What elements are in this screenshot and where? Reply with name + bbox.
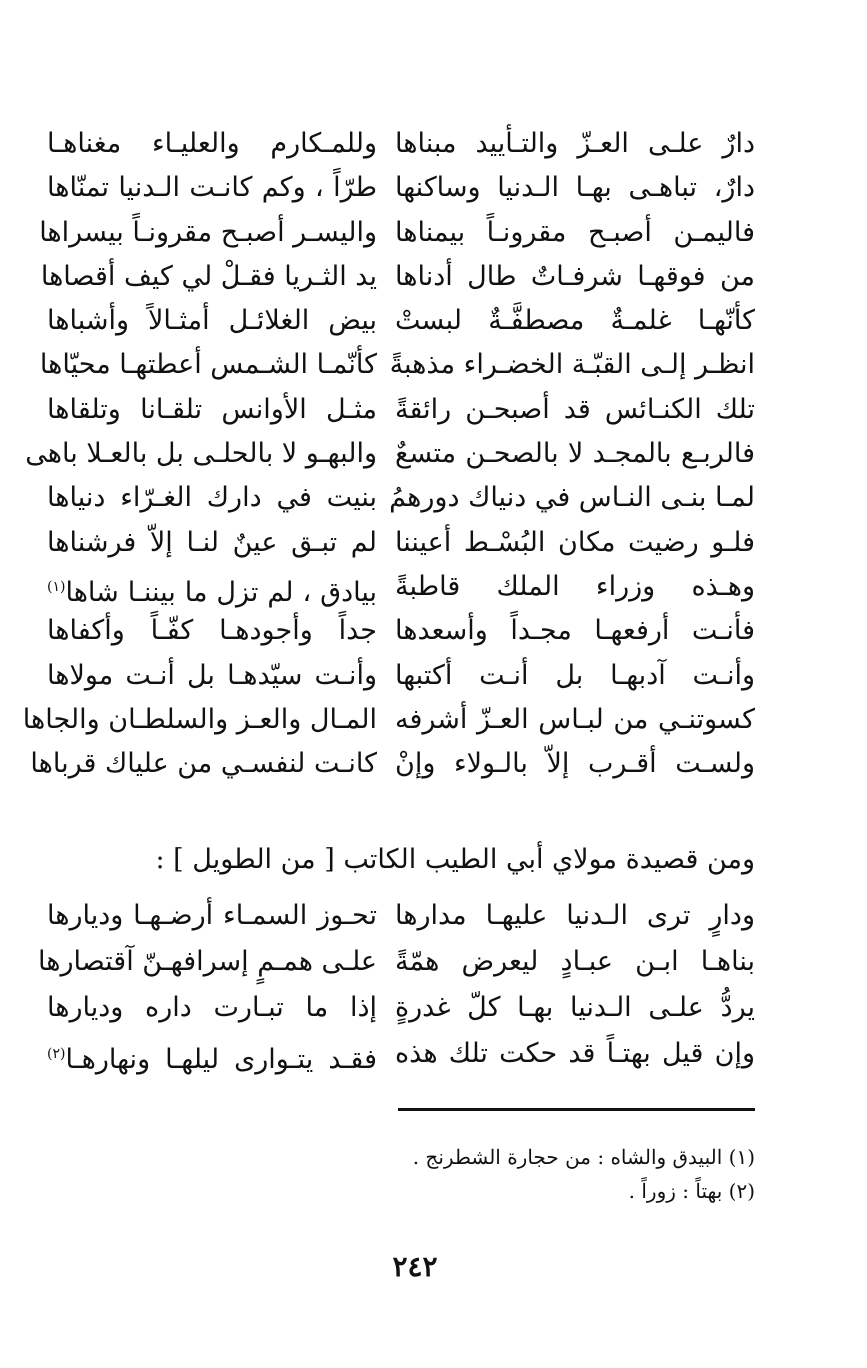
verse-second-hemistich: طرّاً ، وكم كانـت الـدنيا تمنّاها bbox=[47, 172, 377, 204]
footnote: (١) البيدق والشاه : من حجارة الشطرنج . bbox=[412, 1145, 755, 1169]
footnote-marker: (٢) bbox=[47, 1046, 66, 1062]
verse bbox=[0, 434, 867, 478]
footnote: (٢) بهتاً : زوراً . bbox=[628, 1179, 755, 1203]
footnotes bbox=[95, 1140, 755, 1208]
verse-first-hemistich: ودارٍ ترى الـدنيا عليهـا مدارها bbox=[395, 900, 755, 931]
verse bbox=[0, 390, 867, 434]
verse bbox=[0, 988, 867, 1034]
verse bbox=[0, 942, 867, 988]
verse-first-hemistich: كأنّهـا غلمـةٌ مصطفَّـةٌ لبستْ bbox=[395, 305, 755, 337]
verse bbox=[0, 124, 867, 168]
verse-first-hemistich: وأنـت آدبهـا بل أنـت أكتبها bbox=[395, 659, 755, 691]
verse-second-hemistich: وأنـت سيّدهـا بل أنـت مولاها bbox=[47, 659, 377, 691]
verse-text: بيادق ، لم تزل ما بيننـا شاها bbox=[65, 576, 377, 608]
verse bbox=[0, 656, 867, 700]
verse-second-hemistich: تحـوز السمـاء أرضـهـا وديارها bbox=[47, 900, 377, 931]
verse-first-hemistich: فلـو رضيت مكان البُسْـط أعيننا bbox=[395, 526, 755, 558]
poem-introduction: ومن قصيدة مولاي أبي الطيب الكاتب [ من الطويل ] : bbox=[155, 844, 755, 875]
verse-second-hemistich: لم تبـق عينٌ لنـا إلاّ فرشناها bbox=[47, 526, 377, 558]
verse-second-hemistich: إذا ما تبـارت داره وديارها bbox=[47, 992, 377, 1023]
verse-second-hemistich: المـال والعـز والسلطـان والجاها bbox=[22, 703, 377, 735]
verse-first-hemistich: فأنـت أرفعهـا مجـداً وأسعدها bbox=[395, 615, 755, 647]
footnote-divider bbox=[398, 1108, 755, 1111]
verse-first-hemistich: انظـر إلـى القبّـة الخضـراء مذهبةً bbox=[389, 349, 755, 381]
verse bbox=[0, 345, 867, 389]
verse bbox=[0, 700, 867, 744]
poem-second bbox=[0, 896, 867, 1080]
verse bbox=[0, 567, 867, 611]
page-number: ٢٤٢ bbox=[392, 1250, 438, 1283]
verse-first-hemistich: يردُّ علـى الـدنيا بهـا كلّ غدرةٍ bbox=[395, 992, 755, 1023]
verse bbox=[0, 611, 867, 655]
verse bbox=[0, 257, 867, 301]
verse-first-hemistich: دارٌ علـى العـزّ والتـأييد مبناها bbox=[395, 128, 755, 159]
verse-first-hemistich: تلك الكنـائس قد أصبحـن رائقةً bbox=[395, 393, 755, 425]
verse-first-hemistich: ولسـت أقـرب إلاّ بالـولاء وإنْ bbox=[395, 748, 755, 780]
verse-first-hemistich: من فوقهـا شرفـاتٌ طال أدناها bbox=[395, 260, 755, 292]
verse-second-hemistich bbox=[47, 1034, 377, 1074]
verse-text: فقـد يتـوارى ليلهـا ونهارهـا bbox=[65, 1044, 377, 1075]
verse-second-hemistich: علـى همـمٍ إسرافهـنّ آقتصارها bbox=[38, 946, 377, 977]
verse-second-hemistich: بيض الغلائـل أمثـالاً وأشباها bbox=[47, 305, 377, 337]
verse-first-hemistich: دارٌ، تباهـى بهـا الـدنيا وساكنها bbox=[395, 172, 755, 204]
poem-first bbox=[0, 124, 867, 788]
footnote-marker: (١) bbox=[47, 578, 66, 595]
verse-second-hemistich: والبهـو لا بالحلـى بل بالعـلا باهى bbox=[25, 438, 377, 470]
verse bbox=[0, 1034, 867, 1080]
verse-second-hemistich: كأنّمـا الشـمس أعطتهـا محيّاها bbox=[39, 349, 377, 381]
verse-second-hemistich: واليسـر أصبـح مقرونـاً بيسراها bbox=[39, 216, 377, 248]
verse-second-hemistich: جداً وأجودهـا كفّـاً وأكفاها bbox=[47, 615, 377, 647]
verse bbox=[0, 744, 867, 788]
verse-first-hemistich: وهـذه وزراء الملك قاطبةً bbox=[395, 570, 755, 602]
verse bbox=[0, 168, 867, 212]
verse-second-hemistich bbox=[47, 567, 377, 607]
verse-second-hemistich: وللمـكارم والعليـاء مغناهـا bbox=[47, 128, 377, 159]
verse bbox=[0, 523, 867, 567]
verse-first-hemistich: وإن قيل بهتـاً قد حكت تلك هذه bbox=[395, 1038, 755, 1069]
verse-first-hemistich: فاليمـن أصبـح مقرونـاً بيمناها bbox=[395, 216, 755, 248]
verse bbox=[0, 213, 867, 257]
verse-second-hemistich: يد الثـريا فقـلْ لي كيف أقصاها bbox=[40, 260, 377, 292]
verse-second-hemistich: بنيت في دارك الغـرّاء دنياها bbox=[47, 482, 377, 514]
verse bbox=[0, 896, 867, 942]
verse-first-hemistich: كسوتنـي من لبـاس العـزّ أشرفه bbox=[395, 703, 755, 735]
verse-second-hemistich: كانـت لنفسـي من علياك قرباها bbox=[30, 748, 377, 780]
verse-first-hemistich: لمـا بنـى النـاس في دنياك دورهمُ bbox=[389, 482, 755, 514]
verse-second-hemistich: مثـل الأوانس تلقـانا وتلقاها bbox=[47, 393, 377, 425]
verse bbox=[0, 478, 867, 522]
verse-first-hemistich: بناهـا ابـن عبـادٍ ليعرض همّةً bbox=[395, 946, 755, 977]
verse-first-hemistich: فالربـع بالمجـد لا بالصحـن متسعٌ bbox=[395, 438, 755, 470]
verse bbox=[0, 301, 867, 345]
